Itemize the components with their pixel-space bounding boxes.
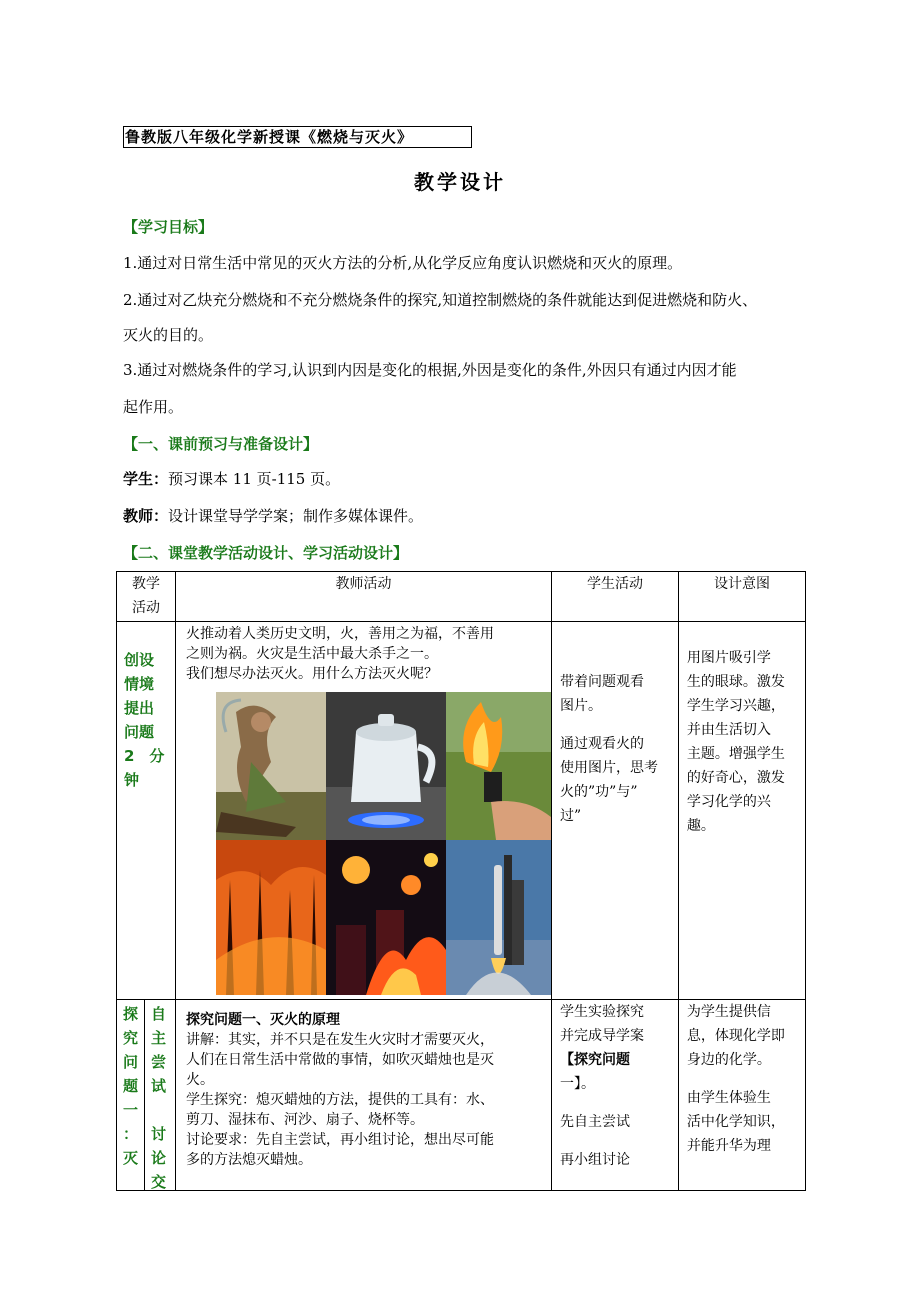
teacher-cell — [176, 622, 552, 1000]
primitive-fire-image — [216, 692, 326, 840]
design-line: 并能升华为理 — [686, 1138, 771, 1154]
teacher-label: 教师： — [123, 507, 169, 525]
col-stage-header: 教学活动 — [117, 572, 176, 622]
stage-line: 问题 — [124, 723, 155, 741]
rocket-launch-image — [446, 840, 551, 995]
design-line: 身边的化学。 — [686, 1052, 771, 1068]
fire-image-grid — [216, 692, 551, 995]
design-line: 活中化学知识， — [686, 1114, 785, 1130]
student-line: 火的”功”与” — [560, 784, 638, 800]
activity-table — [116, 571, 806, 1191]
course-title-box: 鲁教版八年级化学新授课《燃烧与灭火》 — [123, 126, 472, 148]
design-line: 趣。 — [686, 818, 715, 834]
forest-fire-image — [216, 840, 326, 995]
teacher-cell — [176, 1000, 552, 1191]
prep-student — [123, 461, 813, 498]
explore-title: 探究问题一、灭火的原理 — [186, 1012, 340, 1028]
goal-line-2: 2.通过对乙炔充分燃烧和不充分燃烧条件的探究,知道控制燃烧的条件就能达到促进燃烧和防火、 — [123, 291, 758, 309]
design-line: 为学生提供信 — [686, 1004, 771, 1020]
student-line: 使用图片，思考 — [560, 760, 658, 776]
student-line: 【探究问题 — [560, 1052, 630, 1068]
design-line: 由学生体验生 — [686, 1090, 771, 1106]
col-teacher-header: 教师活动 — [176, 572, 552, 622]
building-fire-image — [326, 840, 446, 995]
teacher-text: 设计课堂导学学案；制作多媒体课件。 — [168, 507, 424, 525]
student-line: 图片。 — [560, 698, 602, 714]
student-line: 通过观看火的 — [560, 736, 644, 752]
table-row — [117, 622, 806, 1000]
stage-col-b: 自 主 尝 试 讨 论 交 — [151, 1005, 167, 1191]
student-line — [552, 718, 678, 732]
student-line: 学生实验探究 — [560, 1004, 644, 1020]
design-line — [679, 1072, 805, 1086]
stage-line: 提出 — [124, 699, 155, 717]
design-line: 主题。增强学生 — [686, 746, 785, 762]
table-header-row — [117, 572, 806, 622]
student-line: 并完成导学案 — [560, 1028, 644, 1044]
goal-line-5: 起作用。 — [123, 398, 184, 416]
student-cell — [552, 622, 679, 1000]
design-cell — [678, 622, 805, 1000]
stage-line: 钟 — [124, 771, 140, 789]
activity-heading: 【二、课堂教学活动设计、学习活动设计】 — [123, 544, 409, 562]
teacher-intro: 火推动着人类历史文明，火，善用之为福，不善用 之则为祸。火灾是生活中最大杀手之一。 我们想尽办法灭火。用什么方法灭火呢？ — [186, 626, 494, 682]
goal-line-3: 灭火的目的。 — [123, 326, 214, 344]
student-line: 一】。 — [560, 1076, 595, 1092]
student-cell — [552, 1000, 679, 1191]
design-line: 息，体现化学即 — [686, 1028, 785, 1044]
design-line: 用图片吸引学 — [686, 650, 771, 666]
student-line: 过” — [560, 808, 582, 824]
design-cell — [678, 1000, 805, 1191]
prep-heading: 【一、课前预习与准备设计】 — [123, 435, 319, 453]
teacher-explore: 探究问题一、灭火的原理 讲解：其实，并不只是在发生火灾时才需要灭火， 人们在日常生活中常做的事情，如吹灭蜡烛也是灭 火。 学生探究：熄灭蜡烛的方法，提供的工具有：水、 剪刀、湿抹布、河沙、扇子、烧杯等。 讨论要求：先自主尝试，再小组讨论，想出尽可能 多的方法熄灭蜡烛。 — [176, 1000, 551, 1170]
col-design-header: 设计意图 — [678, 572, 805, 622]
design-line: 生的眼球。激发 — [686, 674, 785, 690]
page-title: 教学设计 — [414, 170, 506, 194]
stage-line: 创设 — [124, 651, 155, 669]
design-line: 学生学习兴趣， — [686, 698, 785, 714]
table-row — [117, 1000, 806, 1191]
stage-cell — [117, 622, 176, 1000]
goal-line-1: 1.通过对日常生活中常见的灭火方法的分析,从化学反应角度认识燃烧和灭火的原理。 — [123, 254, 683, 272]
goals-heading: 【学习目标】 — [123, 218, 214, 236]
stage-cell — [117, 1000, 176, 1191]
student-text: 预习课本 11 页-115 页。 — [168, 470, 341, 488]
col-student-header: 学生活动 — [552, 572, 679, 622]
student-line: 再小组讨论 — [560, 1152, 630, 1168]
student-line: 带着问题观看 — [560, 674, 644, 690]
student-line: 先自主尝试 — [560, 1114, 630, 1130]
stage-line: 2 分 — [124, 747, 165, 765]
design-line: 的好奇心，激发 — [686, 770, 785, 786]
stage-col-a: 探 究 问 题 一 ： 灭 — [117, 1000, 145, 1190]
student-label: 学生： — [123, 470, 169, 488]
design-line: 学习化学的兴 — [686, 794, 771, 810]
design-line: 并由生活切入 — [686, 722, 771, 738]
stage-line: 情境 — [124, 675, 155, 693]
prep-teacher — [123, 498, 813, 535]
torch-hand-image — [446, 692, 551, 840]
gas-stove-kettle-image — [326, 692, 446, 840]
goal-line-4: 3.通过对燃烧条件的学习,认识到内因是变化的根据,外因是变化的条件,外因只有通过内因才能 — [123, 361, 737, 379]
